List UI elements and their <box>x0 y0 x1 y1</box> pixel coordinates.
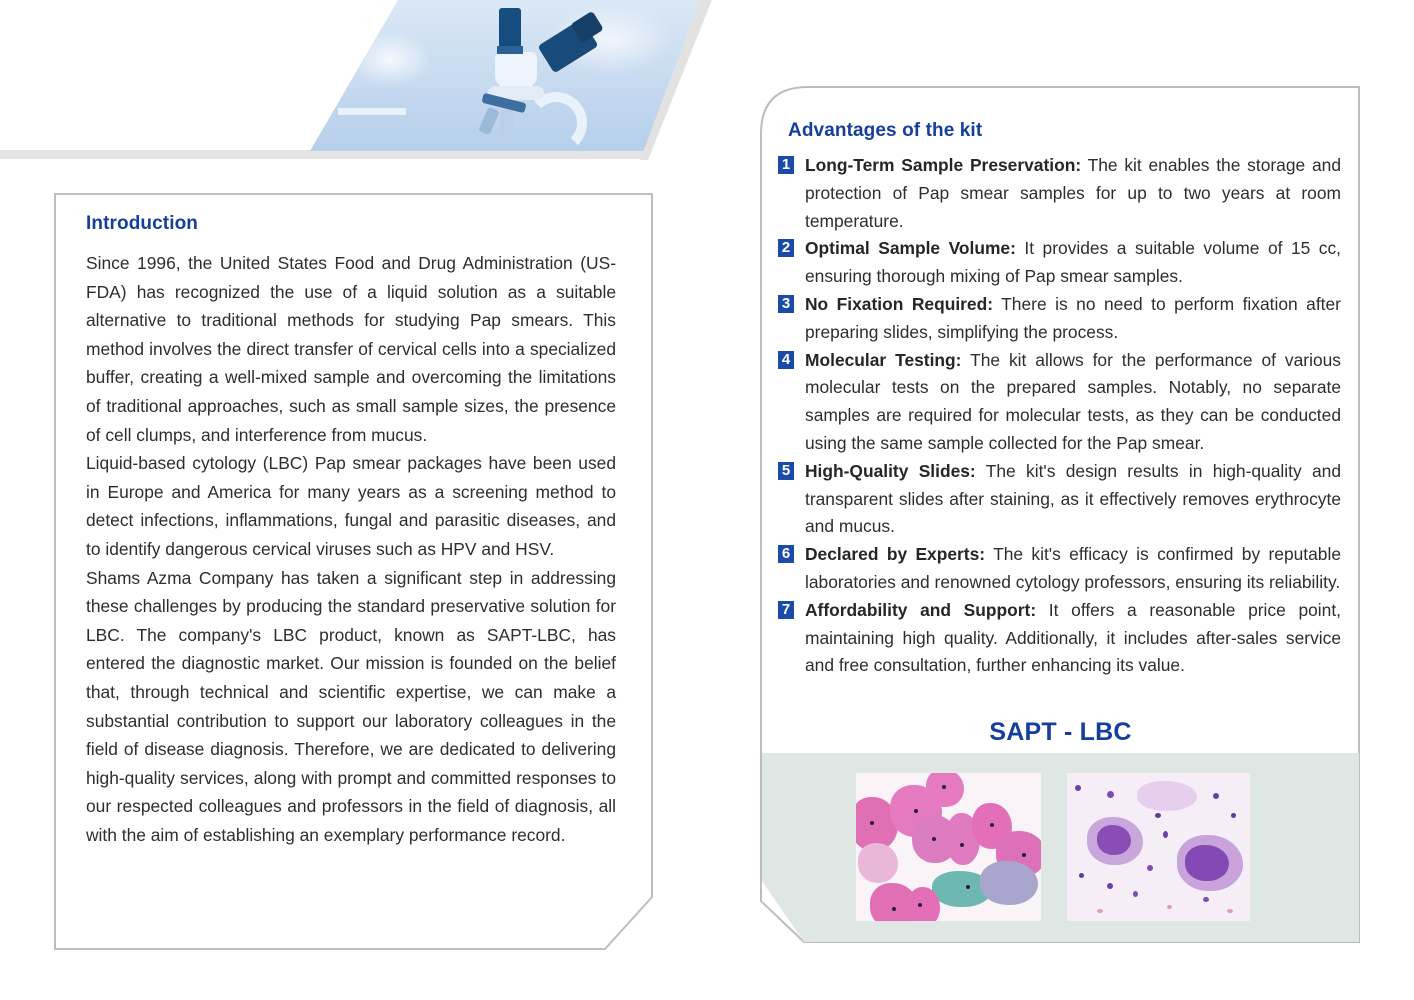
advantage-description: The kit's design results in high-quality and transparent slides after staining, as it effectively removes erythrocyte and mucus. <box>805 460 1341 537</box>
introduction-body <box>86 249 616 849</box>
advantage-text <box>805 291 1341 347</box>
cell <box>980 861 1038 905</box>
microscope-eyepiece <box>499 8 521 48</box>
microscope-arm <box>525 92 587 154</box>
cell <box>1097 909 1103 913</box>
banner-band <box>0 150 645 159</box>
cell <box>1203 897 1209 902</box>
advantages-list <box>778 152 1341 680</box>
introduction-panel <box>54 193 654 950</box>
advantage-text <box>805 152 1341 235</box>
advantage-item <box>778 152 1341 235</box>
advantage-label: Long-Term Sample Preservation: <box>805 155 1082 175</box>
cell <box>1155 813 1161 818</box>
advantage-text <box>805 347 1341 458</box>
cell <box>1231 813 1236 818</box>
advantage-label: Molecular Testing: <box>805 349 962 370</box>
advantages-panel <box>760 86 1361 944</box>
advantage-description: The kit allows for the performance of various molecular tests on the prepared samples. Notably, no separate samples are required for molecular tests, as they can be conducted using the same sample collected for the Pap smear. <box>805 349 1341 453</box>
number-badge-icon: 3 <box>778 295 794 313</box>
cell <box>1213 793 1219 799</box>
cell <box>1075 785 1081 791</box>
advantage-label: Optimal Sample Volume: <box>805 238 1016 259</box>
advantage-item <box>778 347 1341 458</box>
cell <box>1167 905 1172 909</box>
cell-cluster <box>1097 825 1131 855</box>
advantage-item <box>778 597 1341 680</box>
advantage-item <box>778 458 1341 541</box>
sample-images-background <box>762 753 1359 942</box>
advantage-item <box>778 291 1341 347</box>
pap-smear-image-purple <box>1067 773 1250 921</box>
cell-cluster <box>1185 845 1229 881</box>
nucleus <box>960 843 964 847</box>
number-badge-icon: 5 <box>778 462 794 480</box>
cell-cluster <box>1137 781 1197 811</box>
pap-smear-image-pink <box>856 773 1041 921</box>
cell <box>858 843 898 883</box>
advantage-description: There is no need to perform fixation after preparing slides, simplifying the process. <box>805 293 1341 342</box>
cell <box>926 773 964 807</box>
introduction-paragraph: Since 1996, the United States Food and Drug Administration (US-FDA) has recognized the use of a liquid solution as a suitable alternative to traditional methods for studying Pap smears. This method involves the direct transfer of cervical cells into a specialized buffer, creating a well-mixed sample and overcoming the limitations of traditional approaches, such as small sample sizes, the presence of cell clumps, and interference from mucus. <box>86 253 616 445</box>
advantage-text <box>805 541 1341 597</box>
nucleus <box>932 837 936 841</box>
nucleus <box>966 885 970 889</box>
number-badge-icon: 6 <box>778 545 794 563</box>
microscope-objective <box>478 107 500 136</box>
microscope-banner-image <box>310 0 710 151</box>
nucleus <box>990 823 994 827</box>
advantage-text <box>805 458 1341 541</box>
nucleus <box>892 907 896 911</box>
cell <box>1147 865 1153 871</box>
advantages-title: Advantages of the kit <box>788 120 983 141</box>
microscope-objective <box>500 110 513 144</box>
cell <box>1079 873 1084 878</box>
introduction-paragraph: Liquid-based cytology (LBC) Pap smear packages have been used in Europe and America for many years as a screening method to detect infections, inflammations, fungal and parasitic diseases, and to identify dangerous cervical viruses such as HPV and HSV. <box>86 453 616 559</box>
advantage-text <box>805 235 1341 291</box>
number-badge-icon: 7 <box>778 601 794 619</box>
advantage-label: Declared by Experts: <box>805 544 986 565</box>
advantages-content <box>778 120 1341 680</box>
cell <box>1107 791 1114 798</box>
number-badge-icon: 2 <box>778 239 794 257</box>
advantage-item <box>778 235 1341 291</box>
microscope-eyepiece-base <box>497 46 523 54</box>
microscope-stage <box>338 108 406 115</box>
number-badge-icon: 4 <box>778 351 794 369</box>
nucleus <box>870 821 874 825</box>
cell <box>1227 909 1233 913</box>
cell <box>1107 883 1113 889</box>
advantage-description: It provides a suitable volume of 15 cc, ensuring thorough mixing of Pap smear samples. <box>805 238 1341 287</box>
advantage-label: No Fixation Required: <box>805 293 993 314</box>
cell <box>1133 891 1138 897</box>
microscope-head <box>495 52 537 88</box>
advantage-item <box>778 541 1341 597</box>
cell <box>1163 831 1168 838</box>
introduction-paragraph: Shams Azma Company has taken a significant step in addressing these challenges by producing the standard preservative solution for LBC. The company's LBC product, known as SAPT-LBC, has entered the diagnostic market. Our mission is founded on the belief that, through technical and scientific expertise, we can make a substantial contribution to support our laboratory colleagues in the field of disease diagnosis. Therefore, we are dedicated to delivering high-quality services, along with prompt and committed responses to our respected colleagues and professors in the field of diagnosis, all with the aim of establishing an exemplary performance record. <box>86 567 616 845</box>
nucleus <box>942 785 946 789</box>
nucleus <box>1022 853 1026 857</box>
advantage-label: High-Quality Slides: <box>805 460 976 481</box>
nucleus <box>918 903 922 907</box>
introduction-title: Introduction <box>86 213 199 234</box>
advantage-description: The kit's efficacy is confirmed by reputable laboratories and renowned cytology professors, ensuring its reliability. <box>805 544 1342 592</box>
advantage-label: Affordability and Support: <box>805 599 1037 620</box>
product-name: SAPT - LBC <box>989 718 1132 746</box>
advantage-description: The kit enables the storage and protection of Pap smear samples for up to two years at room temperature. <box>805 155 1341 231</box>
advantage-text <box>805 597 1341 680</box>
nucleus <box>914 809 918 813</box>
advantage-description: It offers a reasonable price point, maintaining high quality. Additionally, it includes after-sales service and free consultation, further enhancing its value. <box>805 599 1341 676</box>
introduction-content <box>86 213 616 849</box>
number-badge-icon: 1 <box>778 156 794 174</box>
